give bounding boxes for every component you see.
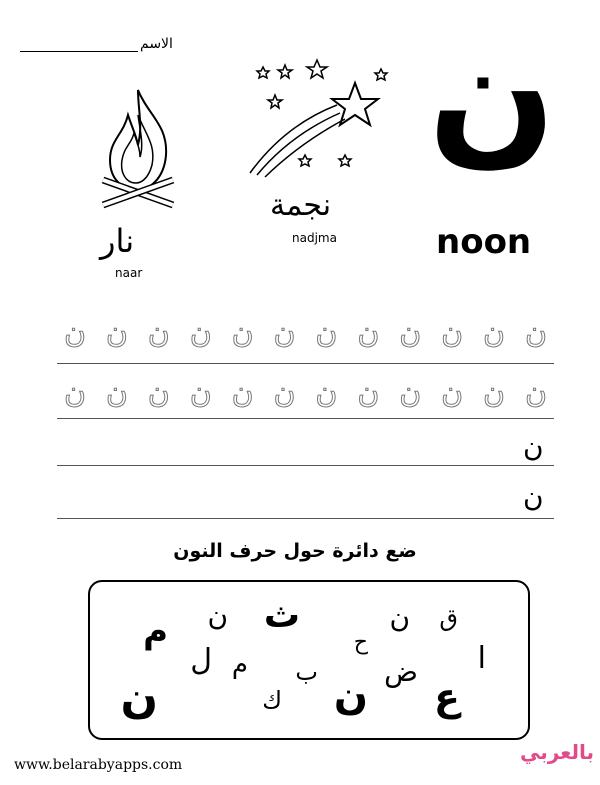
name-line[interactable] (20, 51, 138, 52)
box-letter[interactable]: ن (333, 673, 368, 719)
box-letter[interactable]: ا (477, 641, 486, 676)
trace-row-2 (57, 375, 554, 410)
logo-text: بالعربي (520, 740, 595, 764)
main-letter: ن (428, 8, 557, 182)
trace-letter[interactable]: ن (63, 315, 87, 350)
box-letter[interactable]: ع (434, 675, 460, 719)
writing-line (57, 363, 554, 364)
website-link[interactable]: www.belarabyapps.com (14, 757, 183, 773)
word-najma: نجمة (270, 188, 332, 223)
trace-letter[interactable]: ن (483, 315, 506, 350)
box-letter[interactable]: ن (120, 672, 158, 723)
word-naar: نار (100, 222, 135, 260)
fire-illustration (88, 85, 188, 215)
trace-letter[interactable]: ن (315, 375, 338, 410)
letter-name: noon (436, 222, 532, 262)
model-letter: ن (523, 480, 544, 513)
box-letter[interactable]: ض (384, 655, 418, 688)
trace-letter[interactable]: ن (105, 315, 128, 350)
trace-letter[interactable]: ن (399, 315, 422, 350)
writing-line (57, 418, 554, 419)
trace-row-1 (57, 315, 554, 350)
box-letter[interactable]: ن (207, 599, 228, 632)
shooting-star-illustration (245, 55, 390, 185)
box-letter[interactable]: ح (353, 630, 368, 655)
box-letter[interactable]: ك (262, 686, 282, 714)
trace-letter[interactable]: ن (441, 315, 464, 350)
trace-letter[interactable]: ن (357, 375, 380, 410)
trace-letter[interactable]: ن (231, 315, 254, 350)
writing-line[interactable] (57, 465, 554, 466)
writing-line[interactable] (57, 518, 554, 519)
trace-letter[interactable]: ن (105, 375, 128, 410)
trace-letter[interactable]: ن (189, 315, 212, 350)
trace-letter[interactable]: ن (189, 375, 212, 410)
trace-letter[interactable]: ن (147, 375, 170, 410)
trace-letter[interactable]: ن (147, 315, 170, 350)
trace-letter[interactable]: ن (524, 375, 547, 410)
trace-letter[interactable]: ن (483, 375, 506, 410)
trace-letter[interactable]: ن (315, 315, 338, 350)
trace-letter[interactable]: ن (231, 375, 254, 410)
box-letter[interactable]: ل (190, 643, 212, 678)
trace-letter[interactable]: ن (63, 375, 87, 410)
box-letter[interactable]: ق (439, 604, 458, 632)
name-label: الاسم (140, 36, 173, 52)
model-letter: ن (523, 430, 544, 463)
word-najma-transliteration: nadjma (292, 231, 337, 245)
box-letter[interactable]: ث (263, 595, 300, 636)
box-letter[interactable]: م (231, 650, 248, 680)
trace-letter[interactable]: ن (273, 375, 296, 410)
trace-letter[interactable]: ن (273, 315, 296, 350)
trace-letter[interactable]: ن (357, 315, 380, 350)
trace-letter[interactable]: ن (399, 375, 422, 410)
belarabyapps-logo (520, 740, 595, 772)
trace-letter[interactable]: ن (524, 315, 547, 350)
trace-letter[interactable]: ن (441, 375, 464, 410)
box-letter[interactable]: ن (389, 601, 410, 634)
letter-box (88, 580, 530, 740)
word-naar-transliteration: naar (115, 266, 143, 280)
exercise-instruction: ضع دائرة حول حرف النون (173, 540, 417, 562)
box-letter[interactable]: ب (295, 658, 318, 686)
box-letter[interactable]: م (143, 611, 168, 651)
